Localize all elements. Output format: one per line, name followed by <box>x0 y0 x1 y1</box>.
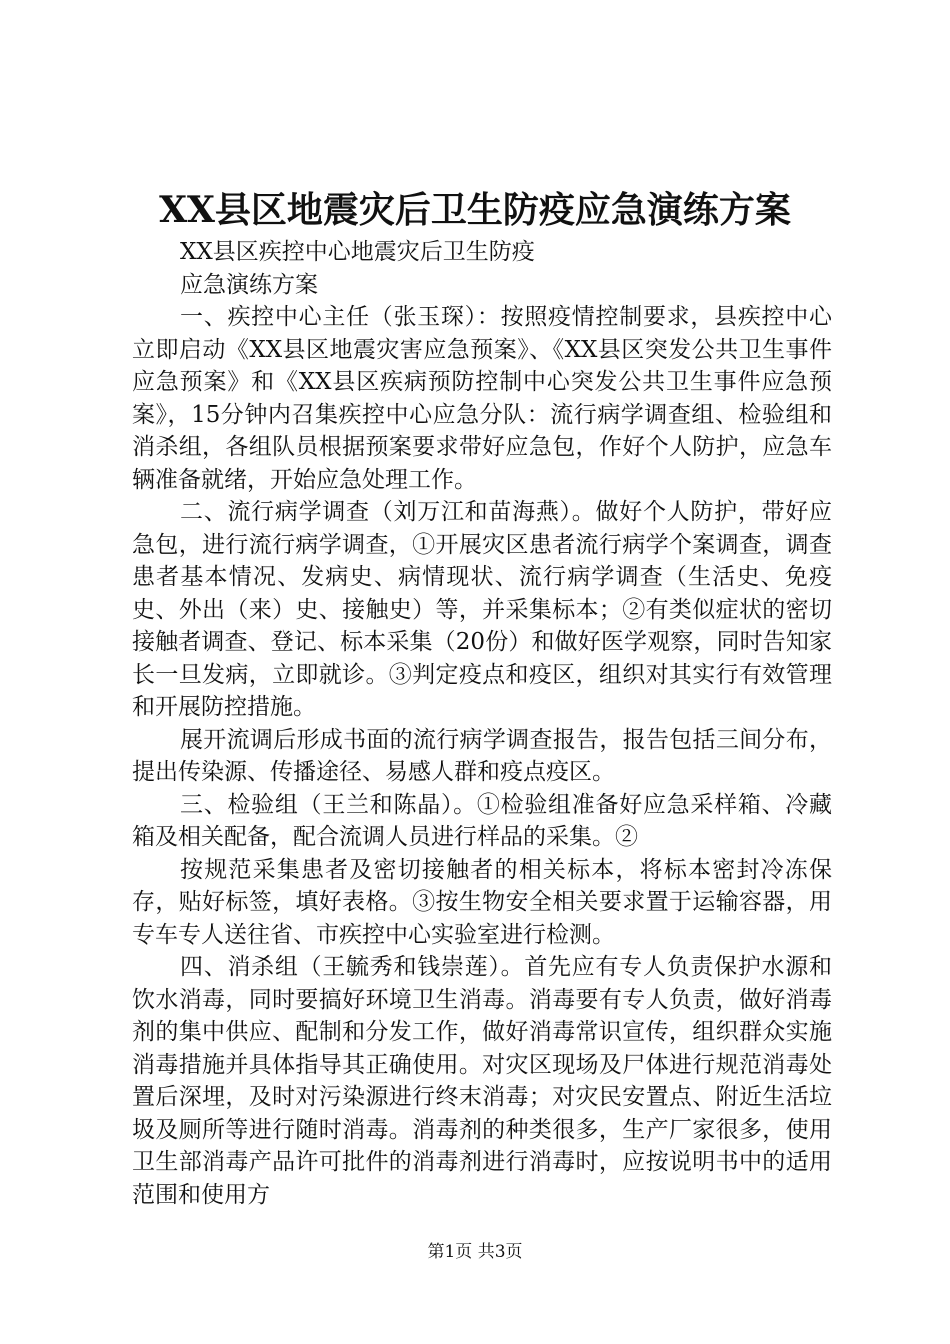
page-footer: 第1页 共3页 <box>427 1242 523 1262</box>
document-body <box>132 236 832 1211</box>
paragraph-section-3-continued: 按规范采集患者及密切接触者的相关标本，将标本密封冷冻保存，贴好标签，填好表格。③按生物安全相关要求置于运输容器，用专车专人送往省、市疾控中心实验室进行检测。 <box>132 856 832 948</box>
paragraph-section-2: 二、流行病学调查（刘万江和苗海燕）。做好个人防护，带好应急包，进行流行病学调查，①开展灾区患者流行病学个案调查，调查患者基本情况、发病史、病情现状、流行病学调查（生活史、免疫史、外出（来）史、接触史）等，并采集标本；②有类似症状的密切接触者调查、登记、标本采集（20份）和做好医学观察，同时告知家长一旦发病，立即就诊。③判定疫点和疫区，组织对其实行有效管理和开展防控措施。 <box>132 499 832 720</box>
paragraph-subtitle-line-2: 应急演练方案 <box>180 271 318 298</box>
document-title: XX县区地震灾后卫生防疫应急演练方案 <box>159 189 791 231</box>
paragraph-section-4: 四、消杀组（王毓秀和钱崇莲）。首先应有专人负责保护水源和饮水消毒，同时要搞好环境卫生消毒。消毒要有专人负责，做好消毒剂的集中供应、配制和分发工作，做好消毒常识宣传，组织群众实施消毒措施并具体指导其正确使用。对灾区现场及尸体进行规范消毒处置后深埋，及时对污染源进行终末消毒；对灾民安置点、附近生活垃圾及厕所等进行随时消毒。消毒剂的种类很多，生产厂家很多，使用卫生部消毒产品许可批件的消毒剂进行消毒时，应按说明书中的适用范围和使用方 <box>132 954 832 1208</box>
paragraph-subtitle-line-1: XX县区疾控中心地震灾后卫生防疫 <box>180 239 535 265</box>
paragraph-section-2-report: 展开流调后形成书面的流行病学调查报告，报告包括三间分布，提出传染源、传播途径、易感人群和疫点疫区。 <box>132 726 832 785</box>
paragraph-section-1: 一、疾控中心主任（张玉琛）：按照疫情控制要求，县疾控中心立即启动《XX县区地震灾害应急预案》、《XX县区突发公共卫生事件应急预案》和《XX县区疾病预防控制中心突发公共卫生事件应急预案》，15分钟内召集疾控中心应急分队：流行病学调查组、检验组和消杀组，各组队员根据预案要求带好应急包，作好个人防护，应急车辆准备就绪，开始应急处理工作。 <box>132 304 832 493</box>
paragraph-section-3: 三、检验组（王兰和陈晶）。①检验组准备好应急采样箱、冷藏箱及相关配备，配合流调人员进行样品的采集。② <box>132 791 832 850</box>
